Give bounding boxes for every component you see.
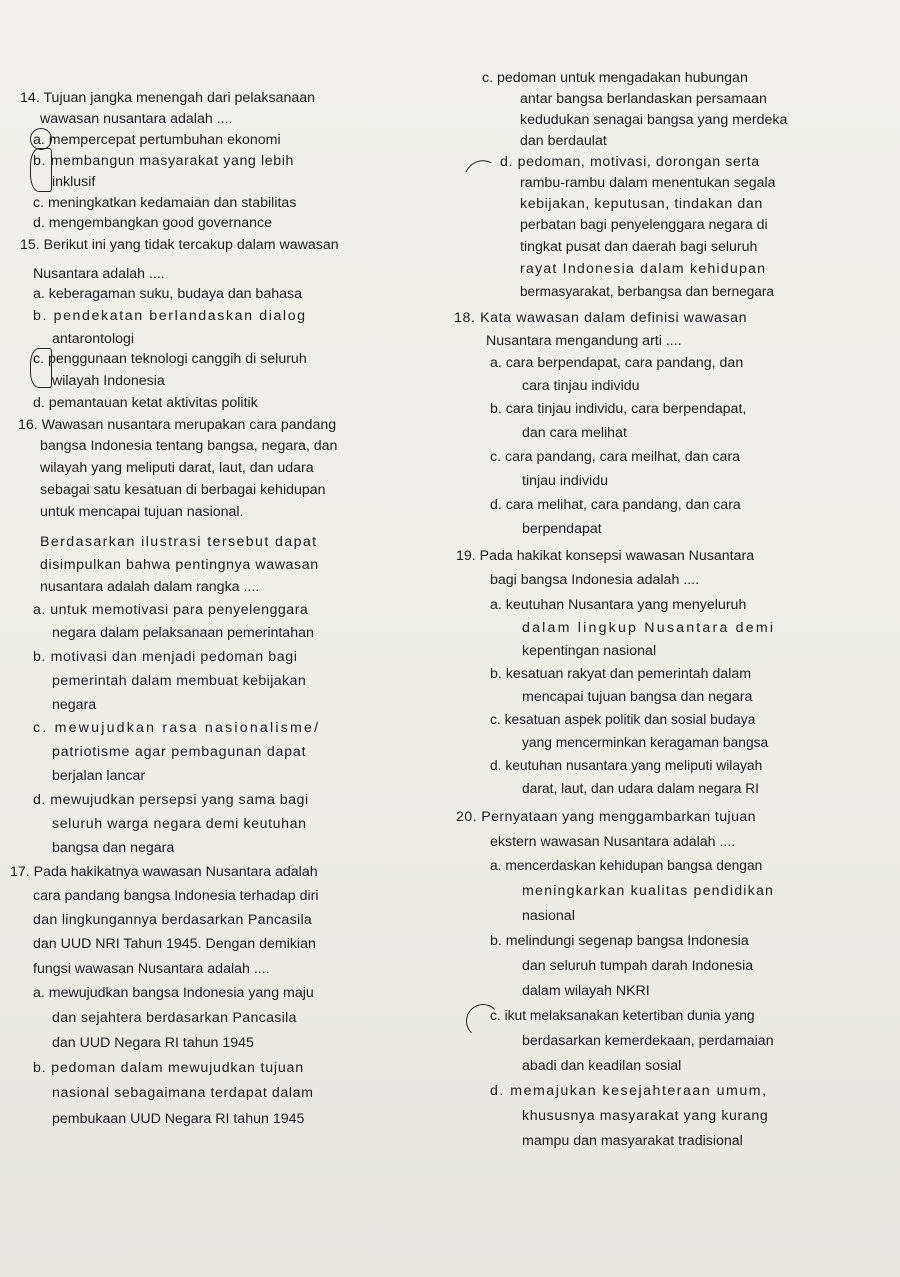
q17-option-d-line-1: d. pedoman, motivasi, dorongan serta <box>500 154 760 170</box>
q20-option-a-line-2: meningkarkan kualitas pendidikan <box>522 883 775 899</box>
q18-option-a-line-1: a. cara berpendapat, cara pandang, dan <box>490 355 744 371</box>
q14-option-b-line-2: inklusif <box>52 174 96 190</box>
q17-option-a-line-3: dan UUD Negara RI tahun 1945 <box>52 1035 254 1051</box>
q16-option-c-line-3: berjalan lancar <box>52 768 146 784</box>
q19-option-a-line-1: a. keutuhan Nusantara yang menyeluruh <box>490 597 747 613</box>
q20-option-d-line-2: khususnya masyarakat yang kurang <box>522 1108 769 1124</box>
q15-option-d: d. pemantauan ketat aktivitas politik <box>33 395 258 411</box>
q16-stem-line-7: disimpulkan bahwa pentingnya wawasan <box>40 557 319 573</box>
q16-option-d-line-3: bangsa dan negara <box>52 840 175 856</box>
q19-option-b-line-2: mencapai tujuan bangsa dan negara <box>522 689 753 705</box>
q17-option-b-line-2: nasional sebagaimana terdapat dalam <box>52 1085 314 1101</box>
q17-option-c-line-3: kedudukan senagai bangsa yang merdeka <box>520 112 788 128</box>
q14-option-a: a. mempercepat pertumbuhan ekonomi <box>33 132 281 148</box>
q20-option-d-line-1: d. memajukan kesejahteraan umum, <box>490 1083 768 1099</box>
q15-option-c-line-1: c. penggunaan teknologi canggih di seluruh <box>33 351 307 367</box>
q20-option-a-line-1: a. mencerdaskan kehidupan bangsa dengan <box>490 858 763 873</box>
q17-stem-line-5: fungsi wawasan Nusantara adalah .... <box>33 961 270 977</box>
q17-option-d-line-2: rambu-rambu dalam menentukan segala <box>520 175 776 191</box>
q15-stem-line-2: Nusantara adalah .... <box>33 266 165 282</box>
q18-stem-line-1: 18. Kata wawasan dalam definisi wawasan <box>454 310 748 326</box>
answer-bracket-mark <box>30 348 52 388</box>
q16-option-d-line-2: seluruh warga negara demi keutuhan <box>52 816 307 832</box>
q15-option-c-line-2: wilayah Indonesia <box>52 373 165 389</box>
q20-option-c-line-1: c. ikut melaksanakan ketertiban dunia yang <box>490 1008 755 1023</box>
q14-stem-line-1: 14. Tujuan jangka menengah dari pelaksanaan <box>20 90 316 106</box>
q16-option-b-line-1: b. motivasi dan menjadi pedoman bagi <box>33 649 298 665</box>
q17-option-b-line-3: pembukaan UUD Negara RI tahun 1945 <box>52 1111 305 1127</box>
q20-stem-line-2: ekstern wawasan Nusantara adalah .... <box>490 834 736 850</box>
q20-option-c-line-2: berdasarkan kemerdekaan, perdamaian <box>522 1033 774 1049</box>
q16-option-b-line-3: negara <box>52 697 97 713</box>
q19-option-a-line-3: kepentingan nasional <box>522 643 657 659</box>
answer-circle-mark <box>30 128 52 150</box>
q18-option-c-line-2: tinjau individu <box>522 473 608 489</box>
q18-option-d-line-2: berpendapat <box>522 521 602 537</box>
q16-option-c-line-2: patriotisme agar pembagunan dapat <box>52 744 307 760</box>
q19-stem-line-1: 19. Pada hakikat konsepsi wawasan Nusantara <box>456 548 755 564</box>
q16-stem-line-6: Berdasarkan ilustrasi tersebut dapat <box>40 534 318 550</box>
q17-stem-line-4: dan UUD NRI Tahun 1945. Dengan demikian <box>33 936 316 952</box>
q18-option-b-line-2: dan cara melihat <box>522 425 627 441</box>
q16-stem-line-4: sebagai satu kesatuan di berbagai kehidupan <box>40 482 326 498</box>
q20-option-a-line-3: nasional <box>522 908 575 924</box>
q15-option-b-line-1: b. pendekatan berlandaskan dialog <box>33 308 307 324</box>
q20-stem-line-1: 20. Pernyataan yang menggambarkan tujuan <box>456 809 756 825</box>
q17-option-b-line-1: b. pedoman dalam mewujudkan tujuan <box>33 1060 304 1076</box>
q19-option-c-line-1: c. kesatuan aspek politik dan sosial budaya <box>490 712 756 727</box>
q17-option-c-line-2: antar bangsa berlandaskan persamaan <box>520 91 767 107</box>
q19-option-d-line-2: darat, laut, dan udara dalam negara RI <box>522 781 759 796</box>
q19-stem-line-2: bagi bangsa Indonesia adalah .... <box>490 572 700 588</box>
q16-stem-line-2: bangsa Indonesia tentang bangsa, negara, dan <box>40 438 338 454</box>
q20-option-b-line-3: dalam wilayah NKRI <box>522 983 650 999</box>
q20-option-c-line-3: abadi dan keadilan sosial <box>522 1058 682 1074</box>
q17-stem-line-2: cara pandang bangsa Indonesia terhadap diri <box>33 888 319 904</box>
q15-stem-line-1: 15. Berikut ini yang tidak tercakup dalam wawasan <box>20 237 339 253</box>
q17-option-d-line-7: bermasyarakat, berbangsa dan bernegara <box>520 284 774 299</box>
q14-option-b-line-1: b. membangun masyarakat yang lebih <box>33 153 294 169</box>
q14-option-d: d. mengembangkan good governance <box>33 215 272 231</box>
q18-option-c-line-1: c. cara pandang, cara meilhat, dan cara <box>490 449 741 465</box>
q18-stem-line-2: Nusantara mengandung arti .... <box>486 333 682 349</box>
q16-option-a-line-2: negara dalam pelaksanaan pemerintahan <box>52 625 314 641</box>
q16-stem-line-1: 16. Wawasan nusantara merupakan cara pandang <box>18 417 337 433</box>
q17-option-d-line-6: rayat Indonesia dalam kehidupan <box>520 261 767 277</box>
q14-stem-line-2: wawasan nusantara adalah .... <box>40 111 233 127</box>
q17-option-d-line-4: perbatan bagi penyelenggara negara di <box>520 217 768 233</box>
q16-stem-line-3: wilayah yang meliputi darat, laut, dan udara <box>40 460 314 476</box>
q17-option-c-line-1: c. pedoman untuk mengadakan hubungan <box>482 70 748 86</box>
q17-stem-line-3: dan lingkungannya berdasarkan Pancasila <box>33 912 313 928</box>
q20-option-b-line-1: b. melindungi segenap bangsa Indonesia <box>490 933 749 949</box>
q17-option-d-line-3: kebijakan, keputusan, tindakan dan <box>520 196 763 212</box>
q19-option-d-line-1: d. keutuhan nusantara yang meliputi wilayah <box>490 758 763 773</box>
q18-option-d-line-1: d. cara melihat, cara pandang, dan cara <box>490 497 741 513</box>
q17-stem-line-1: 17. Pada hakikatnya wawasan Nusantara adalah <box>10 864 318 880</box>
q17-option-a-line-1: a. mewujudkan bangsa Indonesia yang maju <box>33 985 314 1001</box>
q19-option-b-line-1: b. kesatuan rakyat dan pemerintah dalam <box>490 666 752 682</box>
q18-option-b-line-1: b. cara tinjau individu, cara berpendapat, <box>490 401 747 417</box>
q16-option-a-line-1: a. untuk memotivasi para penyelenggara <box>33 602 309 618</box>
q17-option-a-line-2: dan sejahtera berdasarkan Pancasila <box>52 1010 297 1026</box>
q16-stem-line-5: untuk mencapai tujuan nasional. <box>40 504 244 520</box>
answer-bracket-mark <box>30 148 52 192</box>
q20-option-d-line-3: mampu dan masyarakat tradisional <box>522 1133 743 1149</box>
q16-option-b-line-2: pemerintah dalam membuat kebijakan <box>52 673 307 689</box>
q16-option-d-line-1: d. mewujudkan persepsi yang sama bagi <box>33 792 309 808</box>
q15-option-a: a. keberagaman suku, budaya dan bahasa <box>33 286 302 302</box>
q16-stem-line-8: nusantara adalah dalam rangka .... <box>40 579 260 595</box>
q16-option-c-line-1: c. mewujudkan rasa nasionalisme/ <box>33 720 321 736</box>
q15-option-b-line-2: antarontologi <box>52 331 135 347</box>
q18-option-a-line-2: cara tinjau individu <box>522 378 640 394</box>
q19-option-c-line-2: yang mencerminkan keragaman bangsa <box>522 735 769 750</box>
q14-option-c: c. meningkatkan kedamaian dan stabilitas <box>33 195 297 211</box>
answer-circle-mark <box>466 1004 500 1038</box>
q17-option-d-line-5: tingkat pusat dan daerah bagi seluruh <box>520 239 758 255</box>
q20-option-b-line-2: dan seluruh tumpah darah Indonesia <box>522 958 754 974</box>
q19-option-a-line-2: dalam lingkup Nusantara demi <box>522 620 776 636</box>
q17-option-c-line-4: dan berdaulat <box>520 133 607 149</box>
